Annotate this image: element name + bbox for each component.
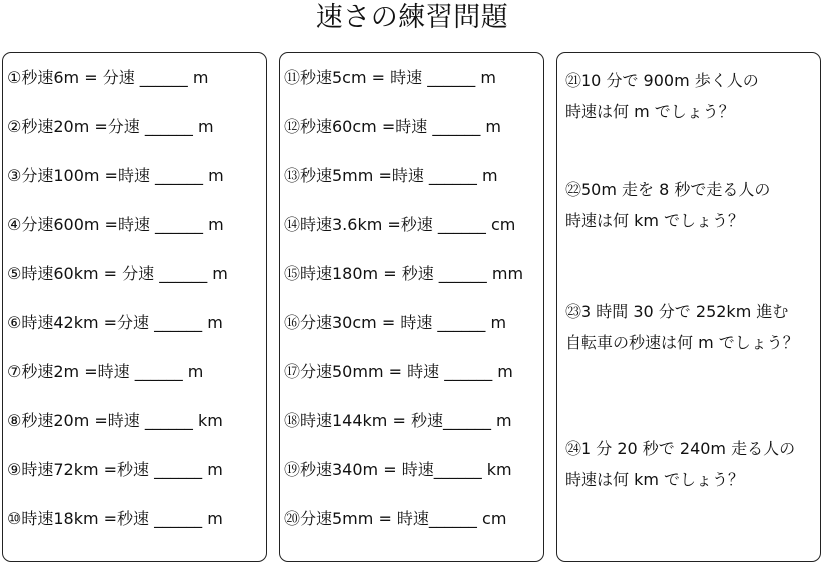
question-8: ⑧秒速20m =時速 ______ km <box>7 411 223 430</box>
word-problem-line: ㉓3 時間 30 分で 252km 進む <box>565 302 789 321</box>
word-problem-line: ㉒50m 走を 8 秒で走る人の <box>565 180 771 199</box>
word-problem-21 <box>565 65 818 127</box>
word-problem-line: 自転車の秒速は何 m でしょう？ <box>565 333 799 352</box>
question-17: ⑰分速50mm = 時速 ______ m <box>284 362 513 381</box>
question-10: ⑩時速18km =秒速 ______ m <box>7 509 223 528</box>
word-problem-line: ㉑10 分で 900m 歩く人の <box>565 71 759 90</box>
page-title: 速さの練習問題 <box>315 2 509 33</box>
question-1: ①秒速6m = 分速 ______ m <box>7 68 209 87</box>
question-6: ⑥時速42km =分速 ______ m <box>7 313 223 332</box>
question-14: ⑭時速3.6km =秒速 ______ cm <box>284 215 516 234</box>
conversion-panel-2 <box>279 52 544 562</box>
question-9: ⑨時速72km =秒速 ______ m <box>7 460 223 479</box>
question-20: ⑳分速5mm = 時速______ cm <box>284 509 507 528</box>
conversion-panel-1 <box>2 52 267 562</box>
question-11: ⑪秒速5cm = 時速 ______ m <box>284 68 496 87</box>
question-2: ②秒速20m =分速 ______ m <box>7 117 214 136</box>
question-5: ⑤時速60km = 分速 ______ m <box>7 264 228 283</box>
question-15: ⑮時速180m = 秒速 ______ mm <box>284 264 524 283</box>
word-problem-line: 時速は何 km でしょう？ <box>565 211 745 230</box>
question-19: ⑲秒速340m = 時速______ km <box>284 460 512 479</box>
question-13: ⑬秒速5mm =時速 ______ m <box>284 166 498 185</box>
question-4: ④分速600m =時速 ______ m <box>7 215 224 234</box>
word-problem-line: ㉔1 分 20 秒で 240m 走る人の <box>565 439 796 458</box>
word-problem-24 <box>565 433 818 495</box>
word-problem-line: 時速は何 km でしょう？ <box>565 470 745 489</box>
question-12: ⑫秒速60cm =時速 ______ m <box>284 117 501 136</box>
question-7: ⑦秒速2m =時速 ______ m <box>7 362 204 381</box>
question-16: ⑯分速30cm = 時速 ______ m <box>284 313 507 332</box>
question-18: ⑱時速144km = 秒速______ m <box>284 411 512 430</box>
word-problem-22 <box>565 174 818 236</box>
question-3: ③分速100m =時速 ______ m <box>7 166 224 185</box>
word-problem-line: 時速は何 m でしょう？ <box>565 102 735 121</box>
word-problem-23 <box>565 296 818 358</box>
word-problem-panel <box>556 52 821 562</box>
